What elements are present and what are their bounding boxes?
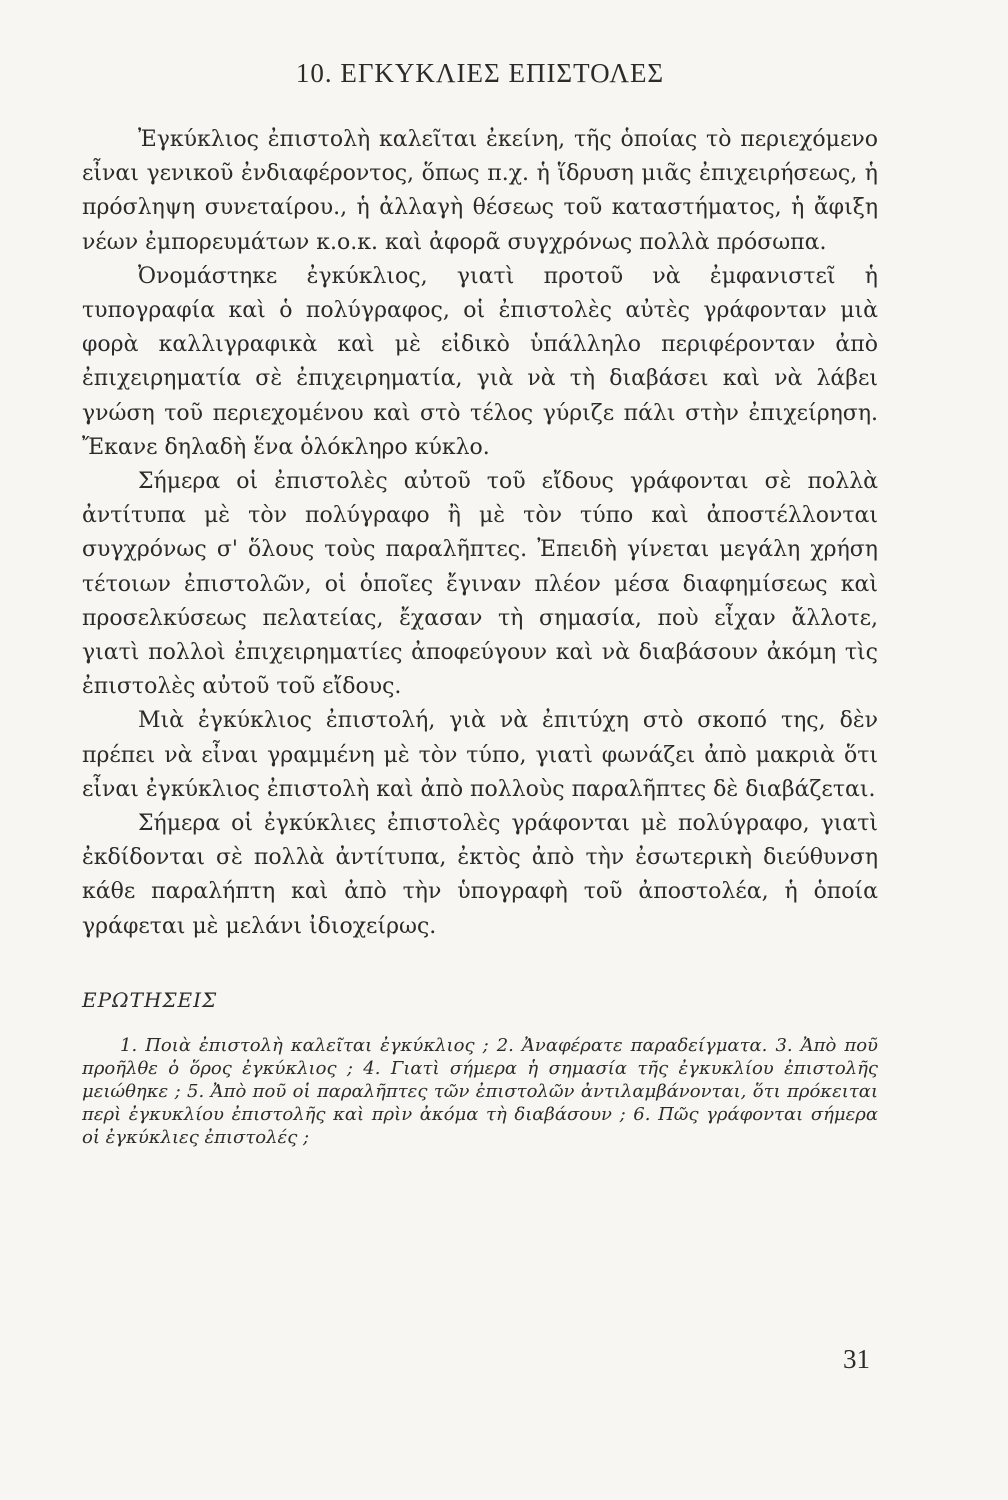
- paragraph-1: Ἐγκύκλιος ἐπιστολὴ καλεῖται ἐκείνη, τῆς ὁποίας τὸ περιεχόμενο εἶναι γενικοῦ ἐνδιαφέροντος, ὅπως π.χ. ἡ ἵδρυση μιᾶς ἐπιχειρήσεως, ἡ πρόσληψη συνεταίρου., ἡ ἀλλαγὴ θέσεως τοῦ καταστήματος, ἡ ἄφιξη νέων ἐμπορευμάτων κ.ο.κ. καὶ ἀφορᾶ συγχρόνως πολλὰ πρόσωπα.: [82, 127, 878, 255]
- paragraph-4: Μιὰ ἐγκύκλιος ἐπιστολή, γιὰ νὰ ἐπιτύχη στὸ σκοπό της, δὲν πρέπει νὰ εἶναι γραμμένη μὲ τὸν τύπο, γιατὶ φωνάζει ἀπὸ μακριὰ ὅτι εἶναι ἐγκύκλιος ἐπιστολὴ καὶ ἀπὸ πολλοὺς παραλῆπτες δὲ διαβάζεται.: [82, 708, 878, 802]
- questions-text: 1. Ποιὰ ἐπιστολὴ καλεῖται ἐγκύκλιος ; 2. Ἀναφέρατε παραδείγματα. 3. Ἀπὸ ποῦ προῆλθε ὁ ὅρος ἐγκύκλιος ; 4. Γιατὶ σήμερα ἡ σημασία τῆς ἐγκυκλίου ἐπιστολῆς μειώθηκε ; 5. Ἀπὸ ποῦ οἱ παραλῆπτες τῶν ἐπιστολῶν ἀντιλαμβάνονται, ὅτι πρόκειται περὶ ἐγκυκλίου ἐπιστολῆς καὶ πρὶν ἀκόμα τὴ διαβάσουν ; 6. Πῶς γράφονται σήμερα οἱ ἐγκύκλιες ἐπιστολές ;: [82, 1034, 878, 1148]
- chapter-title: 10. ΕΓΚΥΚΛΙΕΣ ΕΠΙΣΤΟΛΕΣ: [295, 58, 665, 88]
- paragraph-5: Σήμερα οἱ ἐγκύκλιες ἐπιστολὲς γράφονται μὲ πολύγραφο, γιατὶ ἐκδίδονται σὲ πολλὰ ἀντίτυπα, ἐκτὸς ἀπὸ τὴν ἐσωτερικὴ διεύθυνση κάθε παραλήπτη καὶ ἀπὸ τὴν ὑπογραφὴ τοῦ ἀποστολέα, ἡ ὁποία γράφεται μὲ μελάνι ἰδιοχείρως.: [82, 811, 878, 939]
- page-content: [82, 58, 878, 1149]
- body-text: [82, 123, 878, 944]
- page-number: 31: [843, 1344, 870, 1374]
- questions-heading: ΕΡΩΤΗΣΕΙΣ: [82, 987, 218, 1012]
- paragraph-2: Ὀνομάστηκε ἐγκύκλιος, γιατὶ προτοῦ νὰ ἐμφανιστεῖ ἡ τυπογραφία καὶ ὁ πολύγραφος, οἱ ἐπιστολὲς αὐτὲς γράφονταν μιὰ φορὰ καλλιγραφικὰ καὶ μὲ εἰδικὸ ὑπάλληλο περιφέρονταν ἀπὸ ἐπιχειρηματία σὲ ἐπιχειρηματία, γιὰ νὰ τὴ διαβάσει καὶ νὰ λάβει γνώση τοῦ περιεχομένου καὶ στὸ τέλος γύριζε πάλι στὴν ἐπιχείρηση. Ἔκανε δηλαδὴ ἕνα ὁλόκληρο κύκλο.: [82, 263, 878, 460]
- paragraph-3: Σήμερα οἱ ἐπιστολὲς αὐτοῦ τοῦ εἴδους γράφονται σὲ πολλὰ ἀντίτυπα μὲ τὸν πολύγραφο ἢ μὲ τὸν τύπο καὶ ἀποστέλλονται συγχρόνως σ' ὅλους τοὺς παραλῆπτες. Ἐπειδὴ γίνεται μεγάλη χρήση τέτοιων ἐπιστολῶν, οἱ ὁποῖες ἔγιναν πλέον μέσα διαφημίσεως καὶ προσελκύσεως πελατείας, ἔχασαν τὴ σημασία, ποὺ εἶχαν ἄλλοτε, γιατὶ πολλοὶ ἐπιχειρηματίες ἀποφεύγουν καὶ νὰ διαβάσουν ἀκόμη τὶς ἐπιστολὲς αὐτοῦ τοῦ εἴδους.: [82, 469, 878, 700]
